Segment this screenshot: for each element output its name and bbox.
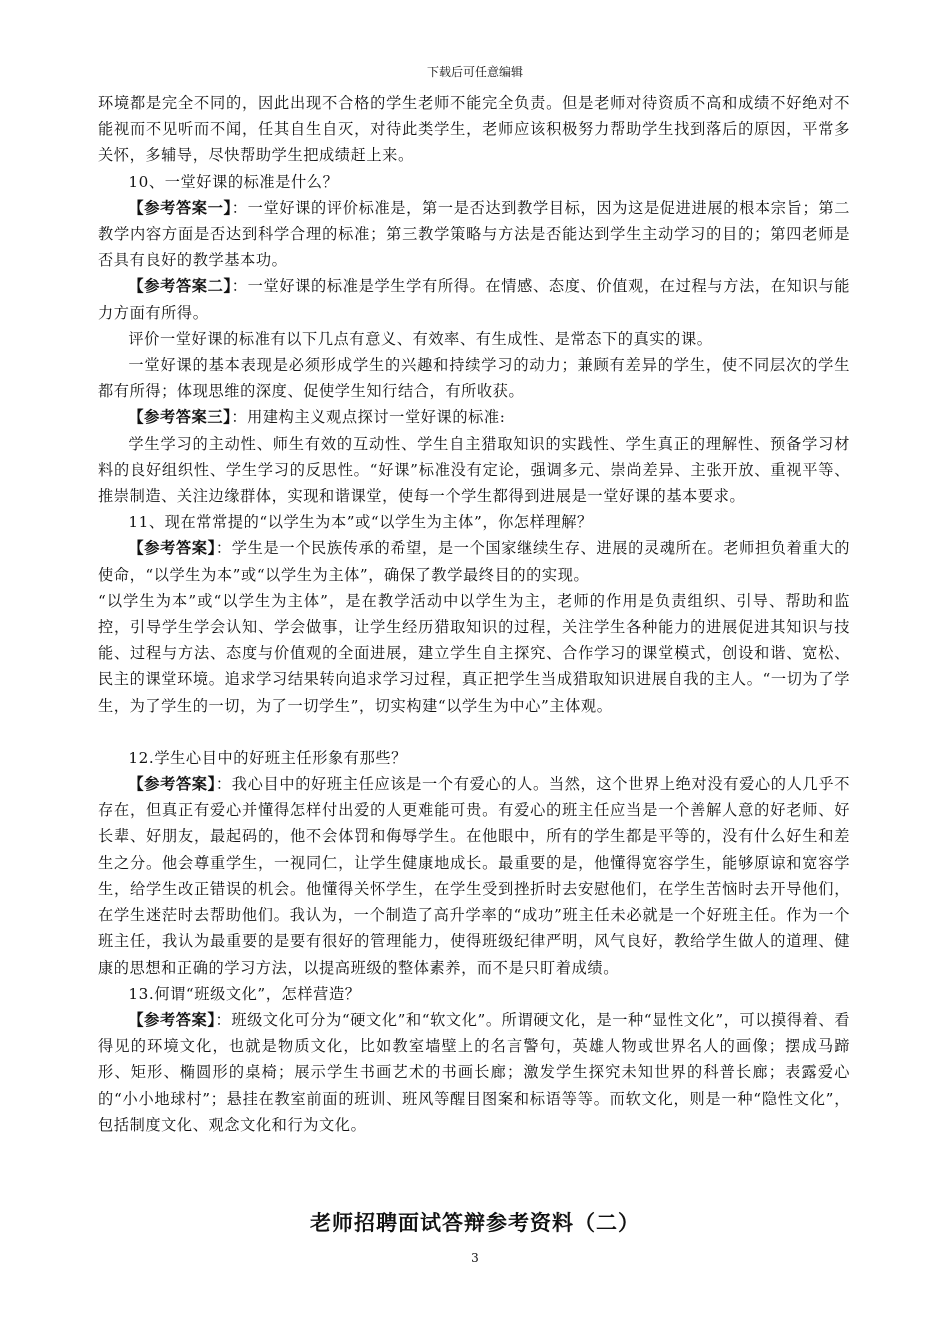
blank-line (98, 719, 850, 745)
answer-label: 【参考答案一】 (128, 198, 232, 217)
answer-paragraph (98, 195, 850, 274)
answer-label: 【参考答案】 (128, 539, 216, 558)
paragraph: 一堂好课的基本表现是必须形成学生的兴趣和持续学习的动力；兼顾有差异的学生，使不同层次的学生都有所得；体现思维的深度、促使学生知行结合，有所收获。 (98, 356, 850, 401)
answer-label: 【参考答案】 (128, 1010, 216, 1029)
question-11: 11、现在常常提的“以学生为本”或“以学生为主体”，你怎样理解？ (128, 513, 593, 532)
page-number: 3 (471, 1251, 479, 1265)
answer-paragraph (98, 1007, 850, 1138)
answer-paragraph (98, 535, 850, 587)
answer-text: ：学生是一个民族传承的希望，是一个国家继续生存、进展的灵魂所在。老师担负着重大的使命，“以学生为本”或“以学生为主体”，确保了教学最终目的的实现。 (98, 539, 851, 584)
answer-text: ：班级文化可分为“硬文化”和“软文化”。所谓硬文化，是一种“显性文化”，可以摸得着、看得见的环境文化，也就是物质文化，比如教室墙壁上的名言警句，英雄人物或世界名人的画像；摆成马蹄形、矩形、椭圆形的桌椅；展示学生书画艺术的书画长廊；激发学生探究未知世界的科普长廊；表露爱心的“小小地球村”；悬挂在教室前面的班训、班风等醒目图案和标语等等。而软文化，则是一种“隐性文化”，包括制度文化、观念文化和行为文化。 (98, 1010, 851, 1134)
answer-paragraph (98, 404, 850, 430)
question-12: 12.学生心目中的好班主任形象有那些？ (128, 748, 407, 767)
answer-text: ：一堂好课的评价标准是，第一是否达到教学目标，因为这是促进进展的根本宗旨；第二教学内容方面是否达到科学合理的标准；第三教学策略与方法是否能达到学生主动学习的目的；第四老师是否具有良好的教学基本功。 (98, 198, 850, 270)
answer-label: 【参考答案】 (128, 775, 216, 794)
question-13: 13.何谓“班级文化”，怎样营造？ (128, 984, 361, 1003)
question-10: 10、一堂好课的标准是什么？ (128, 172, 339, 191)
answer-paragraph (98, 771, 850, 981)
answer-label: 【参考答案三】 (128, 408, 232, 427)
answer-label: 【参考答案二】 (128, 277, 232, 296)
body-text (98, 90, 850, 1138)
answer-text: ：我心目中的好班主任应该是一个有爱心的人。当然，这个世界上绝对没有爱心的人几乎不存在，但真正有爱心并懂得怎样付出爱的人更难能可贵。有爱心的班主任应当是一个善解人意的好老师、好长辈、好朋友，最起码的，他不会体罚和侮辱学生。在他眼中，所有的学生都是平等的，没有什么好生和差生之分。他会尊重学生，一视同仁，让学生健康地成长。最重要的是，他懂得宽容学生，能够原谅和宽容学生，给学生改正错误的机会。他懂得关怀学生，在学生受到挫折时去安慰他们，在学生苦恼时去开导他们，在学生迷茫时去帮助他们。我认为，一个制造了高升学率的“成功”班主任未必就是一个好班主任。作为一个班主任，我认为最重要的是要有很好的管理能力，使得班级纪律严明，风气良好，教给学生做人的道理、健康的思想和正确的学习方法，以提高班级的整体素养，而不是只盯着成绩。 (98, 775, 851, 977)
paragraph: 评价一堂好课的标准有以下几点有意义、有效率、有生成性、是常态下的真实的课。 (128, 329, 713, 348)
paragraph: “以学生为本”或“以学生为主体”，是在教学活动中以学生为主，老师的作用是负责组织、引导、帮助和监控，引导学生学会认知、学会做事，让学生经历猎取知识的过程，关注学生各种能力的进展促进其知识与技能、过程与方法、态度与价值观的全面进展，建立学生自主探究、合作学习的课堂模式，创设和谐、宽松、民主的课堂环境。追求学习结果转向追求学习过程，真正把学生当成猎取知识进展自我的主人。“一切为了学生，为了学生的一切，为了一切学生”，切实构建“以学生为中心”主体观。 (98, 591, 850, 715)
paragraph: 学生学习的主动性、师生有效的互动性、学生自主猎取知识的实践性、学生真正的理解性、预备学习材料的良好组织性、学生学习的反思性。“好课”标准没有定论，强调多元、崇尚差异、主张开放、重视平等、推崇制造、关注边缘群体，实现和谐课堂，使每一个学生都得到进展是一堂好课的基本要求。 (98, 434, 850, 506)
answer-text: ：一堂好课的标准是学生学有所得。在情感、态度、价值观，在过程与方法，在知识与能力方面有所得。 (98, 277, 850, 322)
section-title: 老师招聘面试答辩参考资料（二） (310, 1211, 640, 1235)
answer-paragraph (98, 273, 850, 325)
page-header: 下载后可任意编辑 (426, 65, 523, 79)
paragraph: 环境都是完全不同的，因此出现不合格的学生老师不能完全负责。但是老师对待资质不高和成绩不好绝对不能视而不见听而不闻，任其自生自灭，对待此类学生，老师应该积极努力帮助学生找到落后的原因，平常多关怀，多辅导，尽快帮助学生把成绩赶上来。 (98, 94, 850, 165)
answer-text: ：用建构主义观点探讨一堂好课的标准: (231, 408, 506, 427)
